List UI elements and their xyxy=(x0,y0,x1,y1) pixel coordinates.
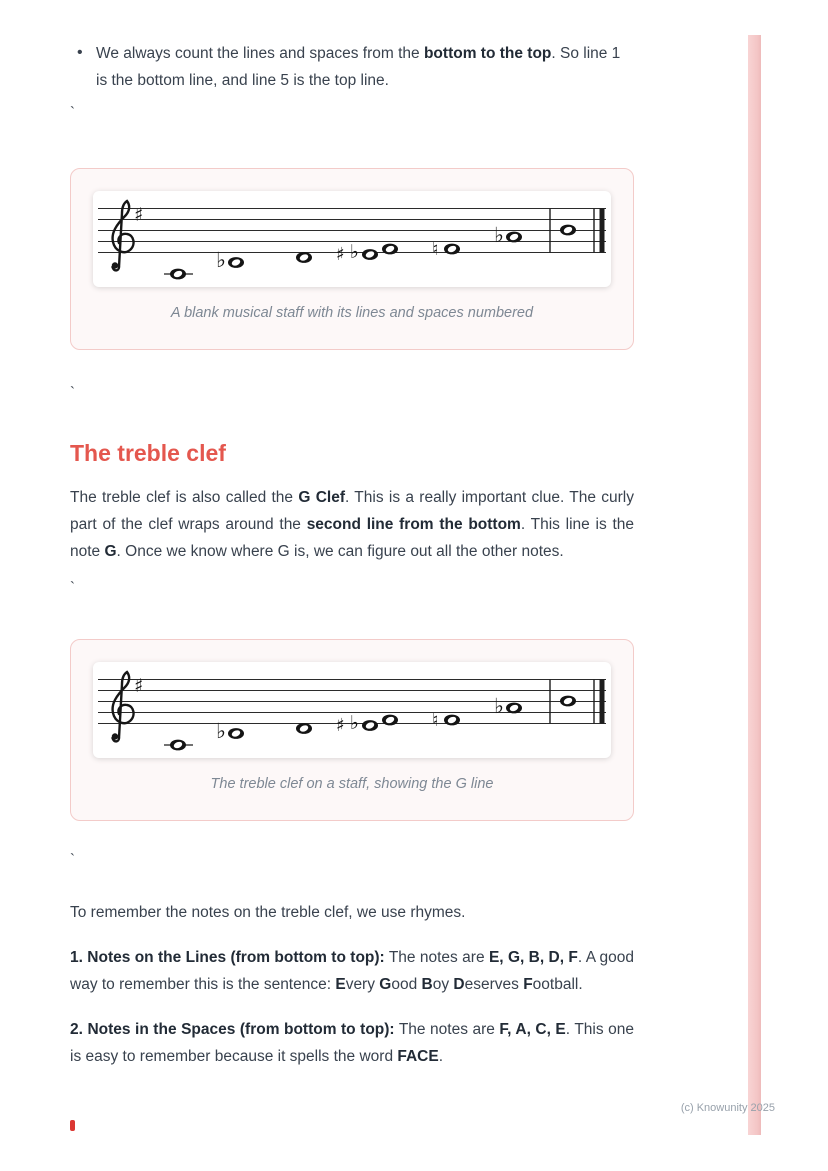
figure-card-1 xyxy=(70,168,634,350)
text-run: B xyxy=(421,976,433,993)
bullet-marker: • xyxy=(77,44,83,61)
text-run: . So line 1 is the bottom line, and line 5 is the top line. xyxy=(96,45,621,89)
stray-backtick-3: ` xyxy=(70,579,75,596)
text-run: ootball. xyxy=(532,976,583,993)
text-run: The notes are xyxy=(384,949,489,966)
page-edge-stripe xyxy=(748,35,761,1135)
stray-backtick-1: ` xyxy=(70,104,75,121)
text-run: E xyxy=(335,976,346,993)
bullet-text xyxy=(96,45,620,89)
text-run: very xyxy=(345,976,380,993)
text-run: 2. Notes in the Spaces (from bottom to top): xyxy=(70,1021,395,1038)
figure-caption: The treble clef on a staff, showing the G line xyxy=(210,776,494,792)
watermark: (c) Knowunity 2025 xyxy=(680,1102,775,1114)
section-heading: The treble clef xyxy=(70,440,226,466)
rhyme-item-2 xyxy=(70,1016,634,1070)
bullet-item xyxy=(70,40,634,94)
text-run: The notes are xyxy=(394,1021,500,1038)
text-run: G xyxy=(379,976,392,993)
musical-staff-image xyxy=(94,667,610,753)
document-content xyxy=(70,0,634,1070)
text-run: G xyxy=(104,543,117,560)
text-run: F xyxy=(523,976,533,993)
text-run: eserves xyxy=(464,976,524,993)
text-run: G Clef xyxy=(298,489,345,506)
section-paragraph xyxy=(70,484,634,565)
text-run: . This line is the note xyxy=(70,516,635,560)
text-run: 1. Notes on the Lines (from bottom to top): xyxy=(70,949,385,966)
rhymes-intro: To remember the notes on the treble clef, we use rhymes. xyxy=(70,904,466,921)
text-run: . xyxy=(438,1048,444,1065)
text-run: We always count the lines and spaces from the xyxy=(96,45,424,62)
figure-card-2 xyxy=(70,639,634,821)
rhyme-item-1 xyxy=(70,944,634,998)
text-run: D xyxy=(453,976,465,993)
text-run: F, A, C, E xyxy=(499,1021,566,1038)
text-run: FACE xyxy=(397,1048,439,1065)
stray-backtick-2: ` xyxy=(70,384,75,401)
text-run: ood xyxy=(391,976,422,993)
text-run: . Once we know where G is, we can figure out all the other notes. xyxy=(116,543,564,560)
stray-backtick-4: ` xyxy=(70,851,75,868)
text-run: The treble clef is also called the xyxy=(70,489,299,506)
text-run: . This one is easy to remember because it spells the word xyxy=(70,1021,634,1065)
red-divider-tick xyxy=(70,1120,75,1131)
text-run: . This is a really important clue. The curly part of the clef wraps around the xyxy=(70,489,635,533)
figure-caption: A blank musical staff with its lines and spaces numbered xyxy=(170,305,534,321)
text-run: E, G, B, D, F xyxy=(488,949,578,966)
text-run: bottom to the top xyxy=(423,45,552,62)
text-run: second line from the bottom xyxy=(306,516,521,533)
staff-image-panel xyxy=(93,662,611,758)
text-run: . A good way to remember this is the sentence: xyxy=(70,949,635,993)
musical-staff-image xyxy=(94,196,610,282)
staff-image-panel xyxy=(93,191,611,287)
text-run: oy xyxy=(432,976,454,993)
